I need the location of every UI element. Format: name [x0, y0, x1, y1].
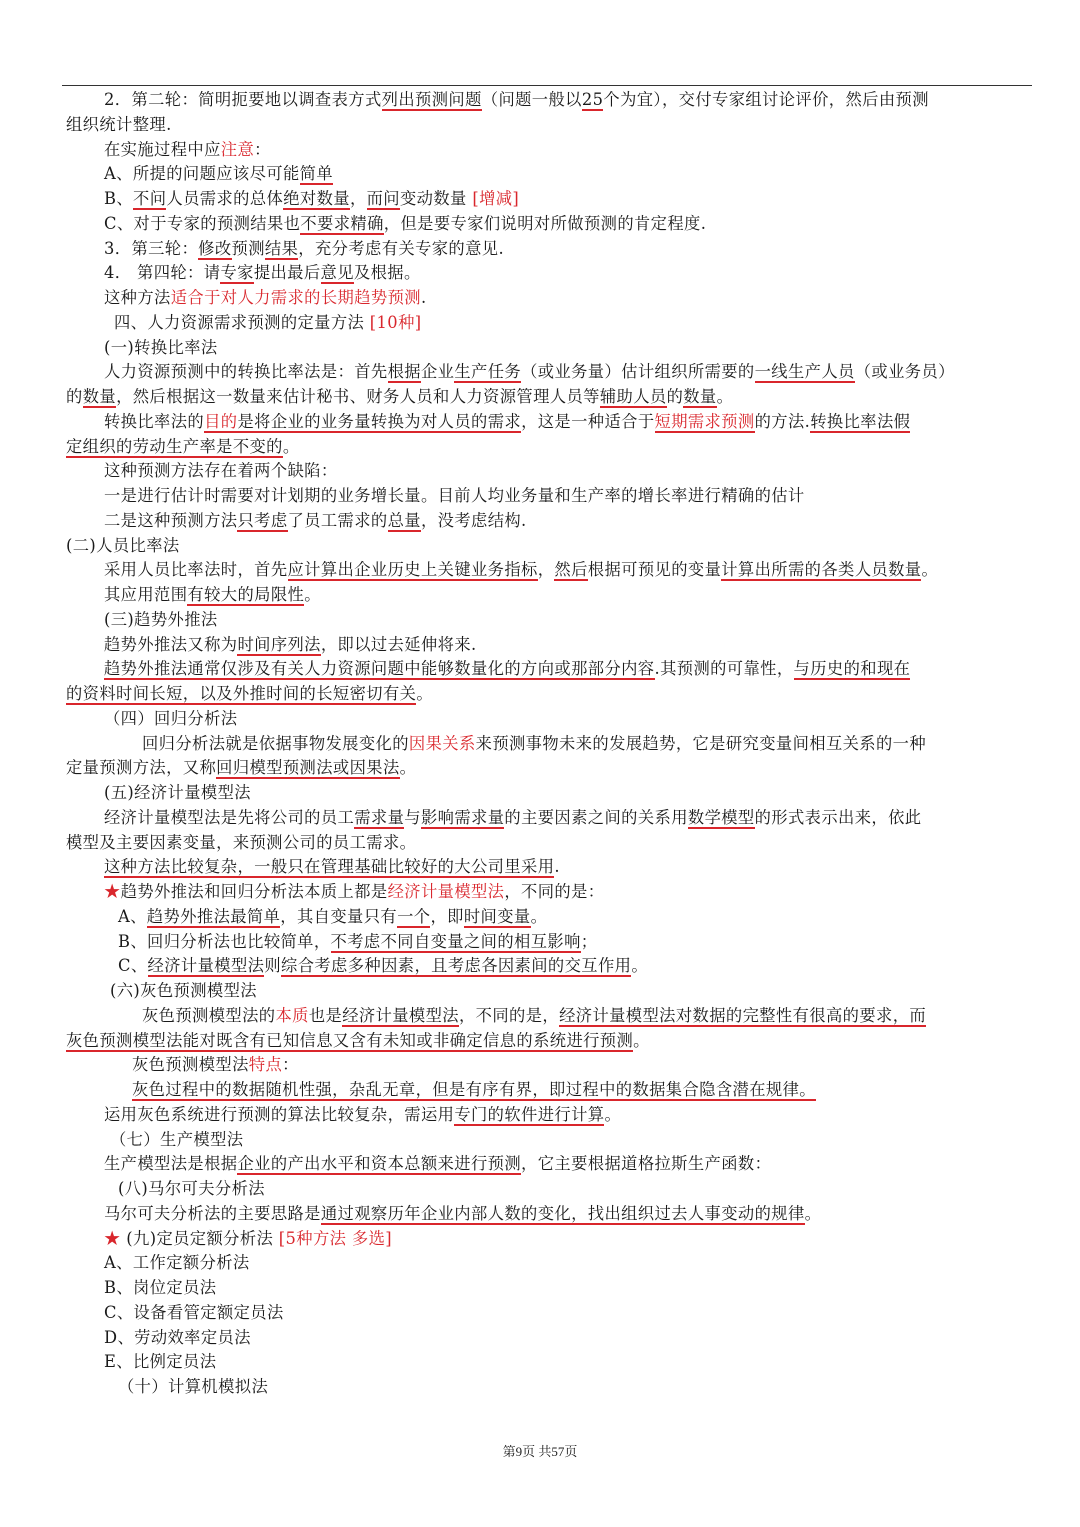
- text-line: [66, 311, 1032, 336]
- underlined-text: 辅助人员: [599, 387, 667, 406]
- highlighted-text: 经济计量模型法: [387, 882, 505, 901]
- text-segment: 组织统计整理.: [66, 114, 172, 134]
- text-segment: 企业: [420, 362, 455, 382]
- text-segment: （十）计算机模拟法: [118, 1377, 269, 1396]
- text-line: [66, 459, 1032, 484]
- underlined-text: 专家: [220, 263, 254, 283]
- highlighted-text: 特点: [248, 1055, 283, 1075]
- text-segment: 变动数量: [400, 189, 473, 208]
- text-line: [66, 261, 1032, 286]
- text-segment: ，不同的是，: [458, 1005, 560, 1025]
- text-segment: 。: [530, 906, 548, 926]
- text-line: [66, 286, 1032, 311]
- underlined-text: 经济计量模型法对数据的完整性有很高的要求，而: [559, 1005, 927, 1025]
- text-segment: C、设备看管定额定员法: [104, 1302, 284, 1322]
- underlined-text: 然后: [554, 560, 588, 580]
- text-line: [66, 1103, 1032, 1128]
- star-icon: ★: [104, 882, 121, 901]
- text-segment: 四、人力资源需求预测的定量方法: [114, 312, 370, 332]
- text-segment: 人力资源预测中的转换比率法是：首先: [104, 362, 388, 382]
- text-segment: (六)灰色预测模型法: [110, 981, 257, 1000]
- text-segment: B、: [104, 189, 134, 208]
- text-segment: 。: [282, 436, 300, 456]
- text-line: [66, 558, 1032, 583]
- text-segment: ，即以过去延伸将来.: [320, 634, 477, 654]
- text-segment: ，没考虑结构.: [420, 510, 527, 530]
- text-line: [66, 707, 1032, 732]
- underlined-text: 这种方法比较复杂，一般只在管理基础比较好的大公司里采用: [104, 857, 555, 877]
- text-segment: ：: [282, 1055, 299, 1075]
- underlined-text: 数量: [82, 387, 117, 406]
- underlined-text: 数学模型: [687, 807, 755, 827]
- underlined-text: 影响需求量: [420, 807, 505, 827]
- underlined-text: 通过观察历年企业内部人数的变化，找出组织过去人事变动的规律: [320, 1203, 805, 1223]
- text-segment: 定量预测方法，又称: [66, 758, 217, 778]
- text-segment: (五)经济计量模型法: [104, 783, 251, 802]
- text-line: [66, 534, 1032, 559]
- text-segment: 也是: [308, 1005, 343, 1025]
- underlined-text: 企业的产出水平和资本总额来进行预测: [237, 1154, 522, 1174]
- text-segment: 。: [416, 684, 433, 703]
- underlined-text: 修改: [198, 238, 232, 258]
- text-line: [66, 385, 1032, 410]
- text-line: [66, 608, 1032, 633]
- text-segment: ，然后根据这一数量来估计秘书、财务人员和人力资源管理人员等: [116, 387, 600, 406]
- star-icon: ★: [104, 1228, 121, 1248]
- text-segment: A、所提的问题应该尽可能: [104, 164, 300, 184]
- text-segment: 。: [604, 1104, 622, 1124]
- text-segment: 人员需求的总体: [166, 189, 284, 208]
- underlined-text: 不考虑不同自变量之间的相互影响: [330, 931, 581, 951]
- underlined-text: 需求量: [354, 807, 405, 827]
- text-segment: .其预测的可靠性，: [654, 659, 794, 679]
- text-segment: 灰色预测模型法: [132, 1055, 249, 1075]
- highlighted-text: [增减]: [472, 189, 520, 208]
- underlined-text: 灰色过程中的数据随机性强，杂乱无章，但是有序有界，即过程中的数据集合隐含潜在规律。: [132, 1080, 816, 1099]
- underlined-text: 灰色预测模型法能对既含有已知信息又含有未知或非确定信息的系统进行预测: [66, 1030, 634, 1050]
- text-line: [66, 1177, 1032, 1202]
- text-line: [66, 806, 1032, 831]
- text-segment: .: [420, 288, 427, 307]
- text-line: [66, 1276, 1032, 1301]
- underlined-text: 根据: [387, 362, 421, 382]
- text-segment: 这种预测方法存在着两个缺陷：: [104, 461, 338, 481]
- text-segment: 了员工需求的: [287, 510, 388, 530]
- text-segment: 。: [716, 387, 734, 406]
- text-line: [66, 633, 1032, 658]
- text-line: [66, 1375, 1032, 1400]
- text-line: [66, 831, 1032, 856]
- text-line: [66, 1128, 1032, 1153]
- text-segment: 4． 第四轮：请: [104, 263, 221, 283]
- text-segment: 趋势外推法和回归分析法本质上都是: [120, 882, 388, 901]
- text-segment: 这种方法: [104, 288, 171, 307]
- text-line: [66, 1152, 1032, 1177]
- underlined-text: 与历史的和现在: [793, 659, 911, 679]
- highlighted-text: 因果关系: [408, 733, 476, 753]
- text-segment: 个为宜），交付专家组讨论评价，然后由预测: [603, 90, 929, 109]
- text-line: [66, 657, 1032, 682]
- text-line: [66, 682, 1032, 707]
- text-line: [66, 1029, 1032, 1054]
- underlined-text: 列出预测问题: [381, 90, 482, 109]
- text-segment: B、回归分析法也比较简单，: [118, 931, 331, 951]
- underlined-text: 生产任务: [454, 362, 522, 382]
- text-line: [66, 1202, 1032, 1227]
- highlighted-text: 适合于对人力需求的长期趋势预测: [170, 288, 421, 307]
- text-segment: 一是进行估计时需要对计划期的业务增长量。目前人均业务量和生产率的增长率进行精确的估计: [104, 486, 805, 505]
- text-segment: (三)趋势外推法: [104, 609, 218, 629]
- text-segment: 灰色预测模型法的: [142, 1005, 276, 1025]
- text-line: [66, 1251, 1032, 1276]
- text-segment: 的主要因素之间的关系用: [504, 807, 688, 827]
- underlined-text: 简单: [299, 164, 334, 184]
- text-segment: 回归分析法就是依据事物发展变化的: [142, 733, 409, 753]
- text-segment: 预测: [231, 238, 265, 258]
- text-line: [66, 212, 1032, 237]
- text-segment: 其应用范围: [104, 585, 188, 604]
- highlighted-underlined-text: 目的: [204, 411, 238, 431]
- text-line: [66, 1301, 1032, 1326]
- text-line: [66, 781, 1032, 806]
- text-segment: 。: [631, 956, 649, 976]
- text-line: [66, 1227, 1032, 1252]
- text-segment: C、对于专家的预测结果也: [104, 213, 301, 233]
- page-footer: 第9页 共57页: [502, 1444, 578, 1459]
- text-segment: 的方法.: [754, 411, 811, 431]
- text-segment: 马尔可夫分析法的主要思路是: [104, 1203, 321, 1223]
- text-segment: ，不同的是：: [504, 882, 605, 901]
- text-segment: ，充分考虑有关专家的意见.: [298, 238, 505, 258]
- text-segment: 运用灰色系统进行预测的算法比较复杂，需运用: [104, 1104, 455, 1124]
- text-segment: 模型及主要因素变量，来预测公司的员工需求。: [66, 832, 417, 852]
- underlined-text: 不问: [133, 189, 167, 208]
- text-segment: (二)人员比率法: [66, 535, 180, 555]
- underlined-text: 意见: [320, 263, 354, 283]
- highlighted-text: 注意: [220, 139, 255, 159]
- underlined-text: 只考虑: [237, 510, 288, 530]
- text-line: [66, 1053, 1032, 1078]
- text-segment: ，它主要根据道格拉斯生产函数：: [521, 1154, 772, 1174]
- text-segment: 。: [399, 758, 417, 778]
- underlined-text: 25: [581, 90, 604, 109]
- text-segment: 。: [921, 560, 939, 580]
- highlighted-text: [5种方法 多选]: [278, 1228, 393, 1248]
- text-line: [66, 905, 1032, 930]
- text-segment: A、工作定额分析法: [104, 1253, 250, 1273]
- text-segment: 。: [633, 1030, 650, 1050]
- text-segment: 的形式表示出来，依此: [754, 807, 922, 827]
- underlined-text: 是将企业的业务量转换为对人员的需求: [237, 411, 522, 431]
- text-line: [66, 138, 1032, 163]
- text-segment: 生产模型法是根据: [104, 1154, 238, 1174]
- highlighted-underlined-text: 短期需求预测: [654, 411, 755, 431]
- text-segment: .: [554, 857, 560, 877]
- text-line: [66, 756, 1032, 781]
- text-line: [66, 410, 1032, 435]
- text-line: [66, 732, 1032, 757]
- underlined-text: 绝对数量: [283, 189, 350, 208]
- text-segment: 根据可预见的变量: [587, 560, 722, 580]
- highlighted-text: 本质: [275, 1005, 309, 1025]
- text-line: [66, 1004, 1032, 1029]
- text-segment: C、: [118, 956, 148, 976]
- text-segment: A、: [118, 906, 147, 926]
- text-line: [66, 930, 1032, 955]
- underlined-text: 总量: [387, 510, 421, 530]
- text-line: [66, 88, 1032, 113]
- text-segment: 提出最后: [253, 263, 321, 283]
- underlined-text: 转换比率法假: [810, 411, 911, 431]
- text-segment: 。: [304, 585, 321, 604]
- text-line: [66, 113, 1032, 138]
- text-segment: 在实施过程中应: [104, 139, 221, 159]
- text-segment: (一)转换比率法: [104, 337, 218, 357]
- text-segment: 来预测事物未来的发展趋势，它是研究变量间相互关系的一种: [475, 733, 927, 753]
- underlined-text: 计算出所需的各类人员数量: [721, 560, 922, 580]
- text-segment: D、劳动效率定员法: [104, 1327, 251, 1347]
- underlined-text: 趋势外推法最简单: [146, 906, 281, 926]
- underlined-text: 经济计量模型法: [147, 956, 265, 976]
- highlighted-text: [10种]: [369, 312, 422, 332]
- text-line: [66, 360, 1032, 385]
- text-segment: 及根据。: [353, 263, 421, 283]
- text-segment: 。: [804, 1203, 822, 1223]
- text-segment: B、岗位定员法: [104, 1278, 217, 1297]
- text-line: [66, 954, 1032, 979]
- text-segment: E、比例定员法: [104, 1352, 217, 1372]
- text-line: [66, 880, 1032, 905]
- underlined-text: 定组织的劳动生产率是不变的: [66, 436, 283, 456]
- text-line: [66, 583, 1032, 608]
- underlined-text: 时间变量: [463, 906, 531, 926]
- text-segment: （或业务员）: [854, 362, 955, 382]
- underlined-text: 综合考虑多种因素，且考虑各因素间的交互作用: [281, 956, 632, 976]
- text-line: [66, 187, 1032, 212]
- text-segment: （四）回归分析法: [104, 708, 238, 728]
- text-line: [66, 162, 1032, 187]
- text-segment: ，: [349, 189, 367, 208]
- text-line: [66, 237, 1032, 262]
- text-segment: （或业务量）估计组织所需要的: [521, 362, 755, 382]
- text-segment: (八)马尔可夫分析法: [118, 1179, 265, 1198]
- text-segment: 与: [404, 807, 421, 827]
- text-line: [66, 484, 1032, 509]
- underlined-text: 回归模型预测法或因果法: [216, 758, 400, 778]
- header-rule: [62, 85, 1032, 86]
- text-segment: ，: [537, 560, 555, 580]
- text-segment: 的: [666, 387, 684, 406]
- underlined-text: 结果: [264, 238, 299, 258]
- text-line: [66, 336, 1032, 361]
- text-segment: ，其自变量只有: [280, 906, 398, 926]
- text-segment: 2．第二轮：简明扼要地以调查表方式: [104, 90, 382, 109]
- text-segment: ，即: [430, 906, 464, 926]
- text-line: [66, 1326, 1032, 1351]
- text-line: [66, 979, 1032, 1004]
- underlined-text: 有较大的局限性: [187, 585, 305, 604]
- document-body: [66, 88, 1032, 1400]
- text-segment: （七）生产模型法: [110, 1129, 244, 1149]
- text-segment: 趋势外推法又称为: [104, 634, 238, 654]
- text-segment: 经济计量模型法是先将公司的员工: [104, 807, 355, 827]
- underlined-text: 应计算出企业历史上关键业务指标: [287, 560, 538, 580]
- text-segment: 二是这种预测方法: [104, 510, 238, 530]
- underlined-text: 而问: [366, 189, 400, 208]
- text-segment: ，这是一种适合于: [521, 411, 655, 431]
- text-line: [66, 1078, 1032, 1103]
- text-segment: ；: [580, 931, 598, 951]
- text-segment: 的: [66, 387, 83, 406]
- text-line: [66, 855, 1032, 880]
- underlined-text: 趋势外推法通常仅涉及有关人力资源问题中能够数量化的方向或那部分内容: [104, 659, 655, 679]
- text-line: [66, 509, 1032, 534]
- text-segment: (九)定员定额分析法: [120, 1228, 279, 1248]
- text-segment: ：: [254, 139, 271, 159]
- underlined-text: 不要求精确: [300, 213, 384, 233]
- text-line: [66, 1350, 1032, 1375]
- text-segment: 转换比率法的: [104, 411, 205, 431]
- underlined-text: 的资料时间长短，以及外推时间的长短密切有关: [66, 684, 417, 703]
- text-segment: 3．第三轮：: [104, 238, 199, 258]
- underlined-text: 时间序列法: [237, 634, 321, 654]
- underlined-text: 专门的软件进行计算: [454, 1104, 605, 1124]
- underlined-text: 一个: [397, 906, 431, 926]
- text-segment: ，但是要专家们说明对所做预测的肯定程度.: [383, 213, 707, 233]
- text-line: [66, 435, 1032, 460]
- underlined-text: 数量: [683, 387, 717, 406]
- text-segment: （问题一般以: [481, 90, 582, 109]
- text-segment: 则: [264, 956, 282, 976]
- text-segment: 采用人员比率法时，首先: [104, 560, 288, 580]
- underlined-text: 一线生产人员: [754, 362, 855, 382]
- underlined-text: 经济计量模型法: [342, 1005, 459, 1025]
